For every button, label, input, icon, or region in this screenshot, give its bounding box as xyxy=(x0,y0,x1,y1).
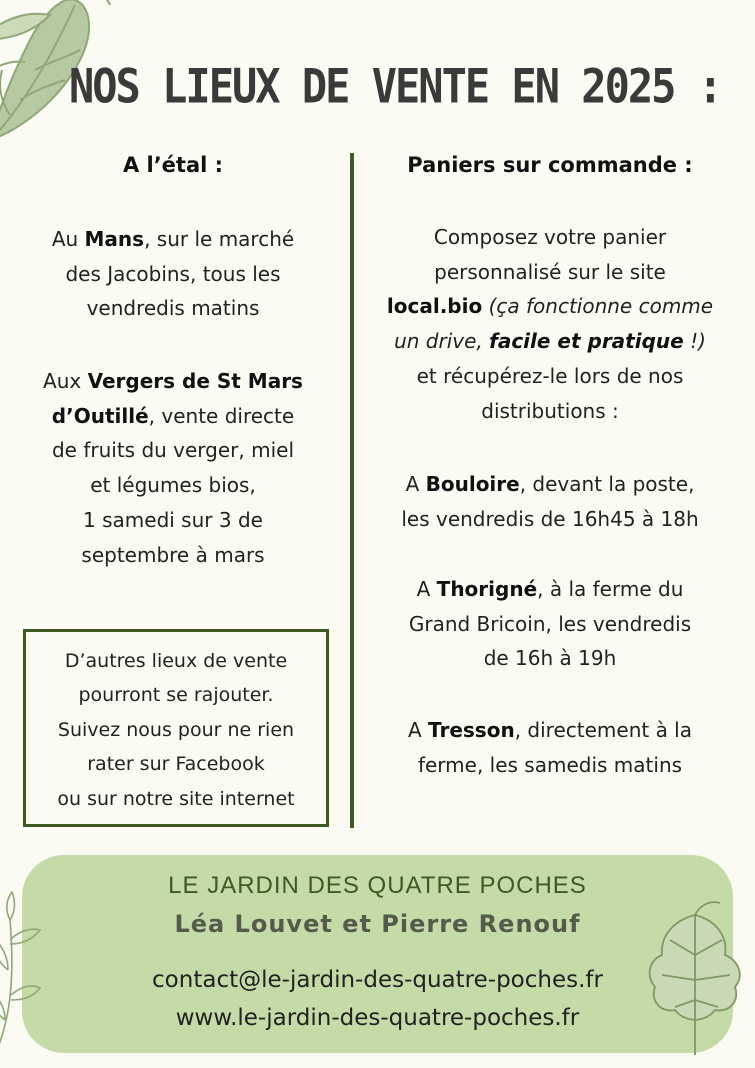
notice-box: D’autres lieux de vente pourront se rajouter. Suivez nous pour ne rien rater sur Facebook ou sur notre site internet xyxy=(23,629,329,827)
tresson-paragraph: A Tresson, directement à la ferme, les samedis matins xyxy=(407,718,692,777)
column-divider xyxy=(350,153,354,828)
page-title: NOS LIEUX DE VENTE EN 2025 : xyxy=(68,59,721,114)
vine-leaf-illustration-icon xyxy=(640,895,750,1065)
local-bio-link[interactable]: local.bio xyxy=(386,294,483,319)
thorigne-paragraph: A Thorigné, à la ferme du Grand Bricoin, les vendredis de 16h à 19h xyxy=(408,577,692,671)
market-mans-paragraph: Au Mans, sur le marché des Jacobins, tous les vendredis matins xyxy=(51,227,295,321)
website-link[interactable]: www.le-jardin-des-quatre-poches.fr xyxy=(175,1005,580,1031)
owners-names: Léa Louvet et Pierre Renouf xyxy=(174,910,581,938)
location-thorigne: Thorigné xyxy=(436,577,538,601)
vergers-paragraph: Aux Vergers de St Mars d’Outillé, vente directe de fruits du verger, miel et légumes bios, 1 samedi sur 3 de septembre à mars xyxy=(43,369,303,567)
location-bouloire: Bouloire xyxy=(425,472,520,496)
footer-contact-panel xyxy=(22,855,733,1053)
farm-name: LE JARDIN DES QUATRE POCHES xyxy=(168,872,587,899)
herb-illustration-icon xyxy=(0,880,50,1060)
location-vergers: Vergers de St Mars xyxy=(87,369,303,393)
local-bio-paragraph: Composez votre panier personnalisé sur le site local.bio (ça fonctionne comme un drive, facile et pratique !) et récupérez-le lors de nos distributions : xyxy=(386,225,714,423)
left-heading: A l’étal : xyxy=(122,153,224,177)
right-heading: Paniers sur commande : xyxy=(407,153,693,177)
contact-email-link[interactable]: contact@le-jardin-des-quatre-poches.fr xyxy=(152,967,603,993)
location-tresson: Tresson xyxy=(428,718,515,742)
bouloire-paragraph: A Bouloire, devant la poste, les vendredis de 16h45 à 18h xyxy=(401,472,699,531)
location-mans: Mans xyxy=(84,227,145,251)
